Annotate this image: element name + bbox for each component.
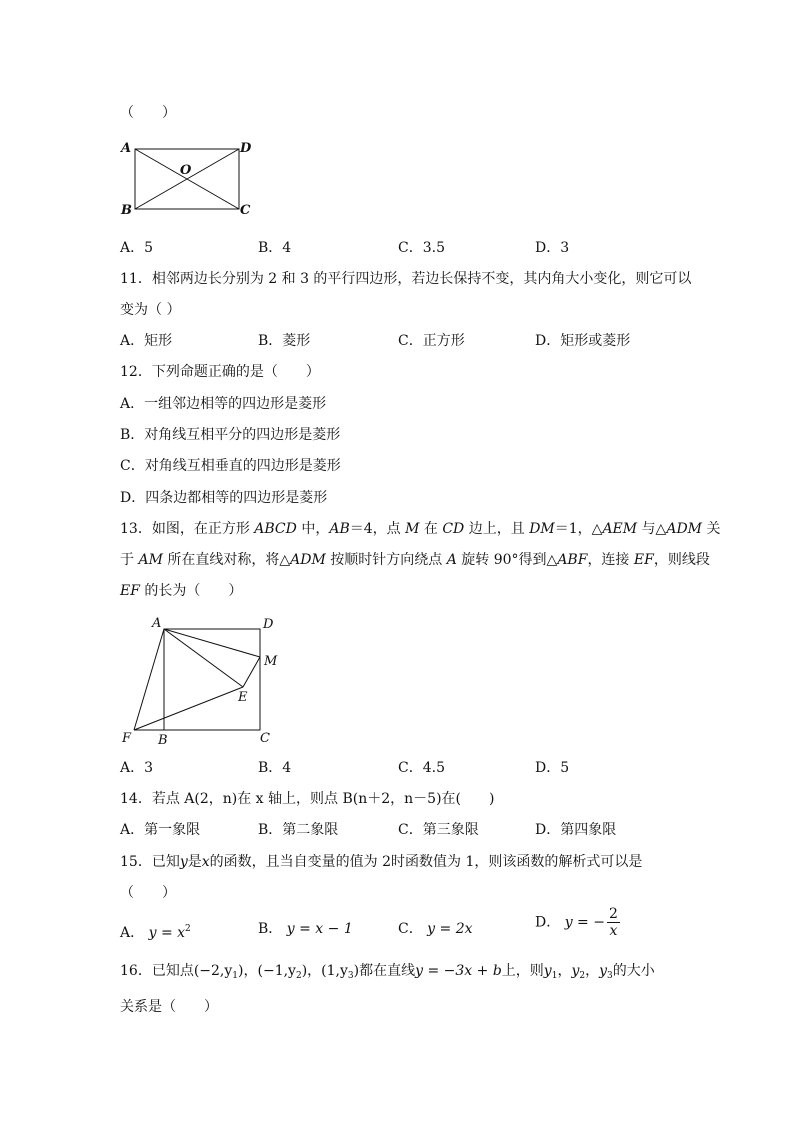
label-a: A: [121, 141, 132, 156]
label-o: O: [180, 163, 192, 178]
q14-stem: 14．若点 A(2，n)在 x 轴上，则点 B(n＋2，n－5)在( ): [120, 791, 495, 807]
q13-option-a: A．3: [120, 760, 154, 776]
q14-option-b: B．第二象限: [258, 822, 339, 838]
segment-ae: [164, 629, 243, 687]
q10-option-b: B．4: [258, 240, 292, 256]
q10-option-a: A．5: [120, 240, 154, 256]
label-b: B: [158, 733, 168, 748]
q14-option-d: D．第四象限: [535, 822, 617, 838]
q13-stem-line3: EF 的长为（ ）: [120, 583, 243, 599]
q12-option-d: D．四条边都相等的四边形是菱形: [120, 490, 328, 506]
q15-option-a: A． $y = x^2$: [120, 924, 191, 941]
q11-option-b: B．菱形: [258, 333, 311, 349]
q11-stem-line1: 11．相邻两边长分别为 2 和 3 的平行四边形，若边长保持不变，其内角大小变化，则它可以: [120, 271, 692, 287]
q11-option-c: C．正方形: [398, 333, 465, 349]
label-b: B: [121, 203, 132, 218]
q14-option-c: C．第三象限: [398, 822, 479, 838]
q11-option-a: A．矩形: [120, 333, 173, 349]
q10-option-c: C．3.5: [398, 240, 445, 256]
q16-stem-line1: 16．已知点$(-2,y_1)$，$(-1,y_2)$，$(1,y_3)$都在直线y = −3x + b上，则$y_1$，$y_2$，$y_3$的大小: [120, 963, 655, 981]
q12-option-c: C．对角线互相垂直的四边形是菱形: [120, 458, 341, 474]
q13-option-c: C．4.5: [398, 760, 445, 776]
segment-af: [134, 629, 164, 730]
q13-square-figure: [118, 612, 288, 750]
label-a: A: [152, 616, 162, 631]
q15-option-c: C． y = 2x: [398, 921, 473, 937]
q11-stem-line2: 变为（ ）: [120, 302, 181, 318]
q14-option-a: A．第一象限: [120, 822, 201, 838]
q10-option-d: D．3: [535, 240, 570, 256]
q11-option-d: D．矩形或菱形: [535, 333, 631, 349]
q10-blank: （ ）: [120, 105, 176, 121]
q12-option-a: A．一组邻边相等的四边形是菱形: [120, 396, 327, 412]
q10-rectangle-figure: [118, 136, 258, 220]
label-c: C: [240, 203, 251, 218]
q15-stem-line2: （ ）: [120, 885, 176, 901]
segment-am: [164, 629, 260, 657]
label-c: C: [260, 731, 270, 746]
label-m: M: [264, 654, 278, 669]
label-d: D: [263, 617, 274, 632]
q15-stem-line1: 15．已知y是x的函数，且当自变量的值为 2时函数值为 1，则该函数的解析式可以是: [120, 854, 643, 870]
fraction: $\frac{2}{x}$: [608, 906, 618, 939]
q12-stem: 12．下列命题正确的是（ ）: [120, 364, 320, 380]
segment-em: [243, 657, 260, 687]
label-f: F: [122, 731, 132, 746]
q15-option-d: D． y = − $\frac{2}{x}$: [535, 906, 618, 939]
q13-option-b: B．4: [258, 760, 292, 776]
q12-option-b: B．对角线互相平分的四边形是菱形: [120, 427, 341, 443]
label-e: E: [238, 690, 248, 705]
q13-option-d: D．5: [535, 760, 570, 776]
q13-stem-line2: 于 AM 所在直线对称，将△ADM 按顺时针方向绕点 A 旋转 90°得到△ABF，连接 EF，则线段: [120, 552, 710, 568]
segment-ef: [134, 687, 243, 730]
q15-option-b: B． y = x − 1: [258, 921, 353, 937]
label-d: D: [240, 141, 252, 156]
square-abcd: [164, 629, 260, 730]
q13-stem-line1: 13．如图，在正方形 ABCD 中，AB＝4，点 M 在 CD 边上，且 DM＝1，△AEM 与△ADM 关: [120, 521, 721, 537]
q16-stem-line2: 关系是（ ）: [120, 999, 218, 1015]
